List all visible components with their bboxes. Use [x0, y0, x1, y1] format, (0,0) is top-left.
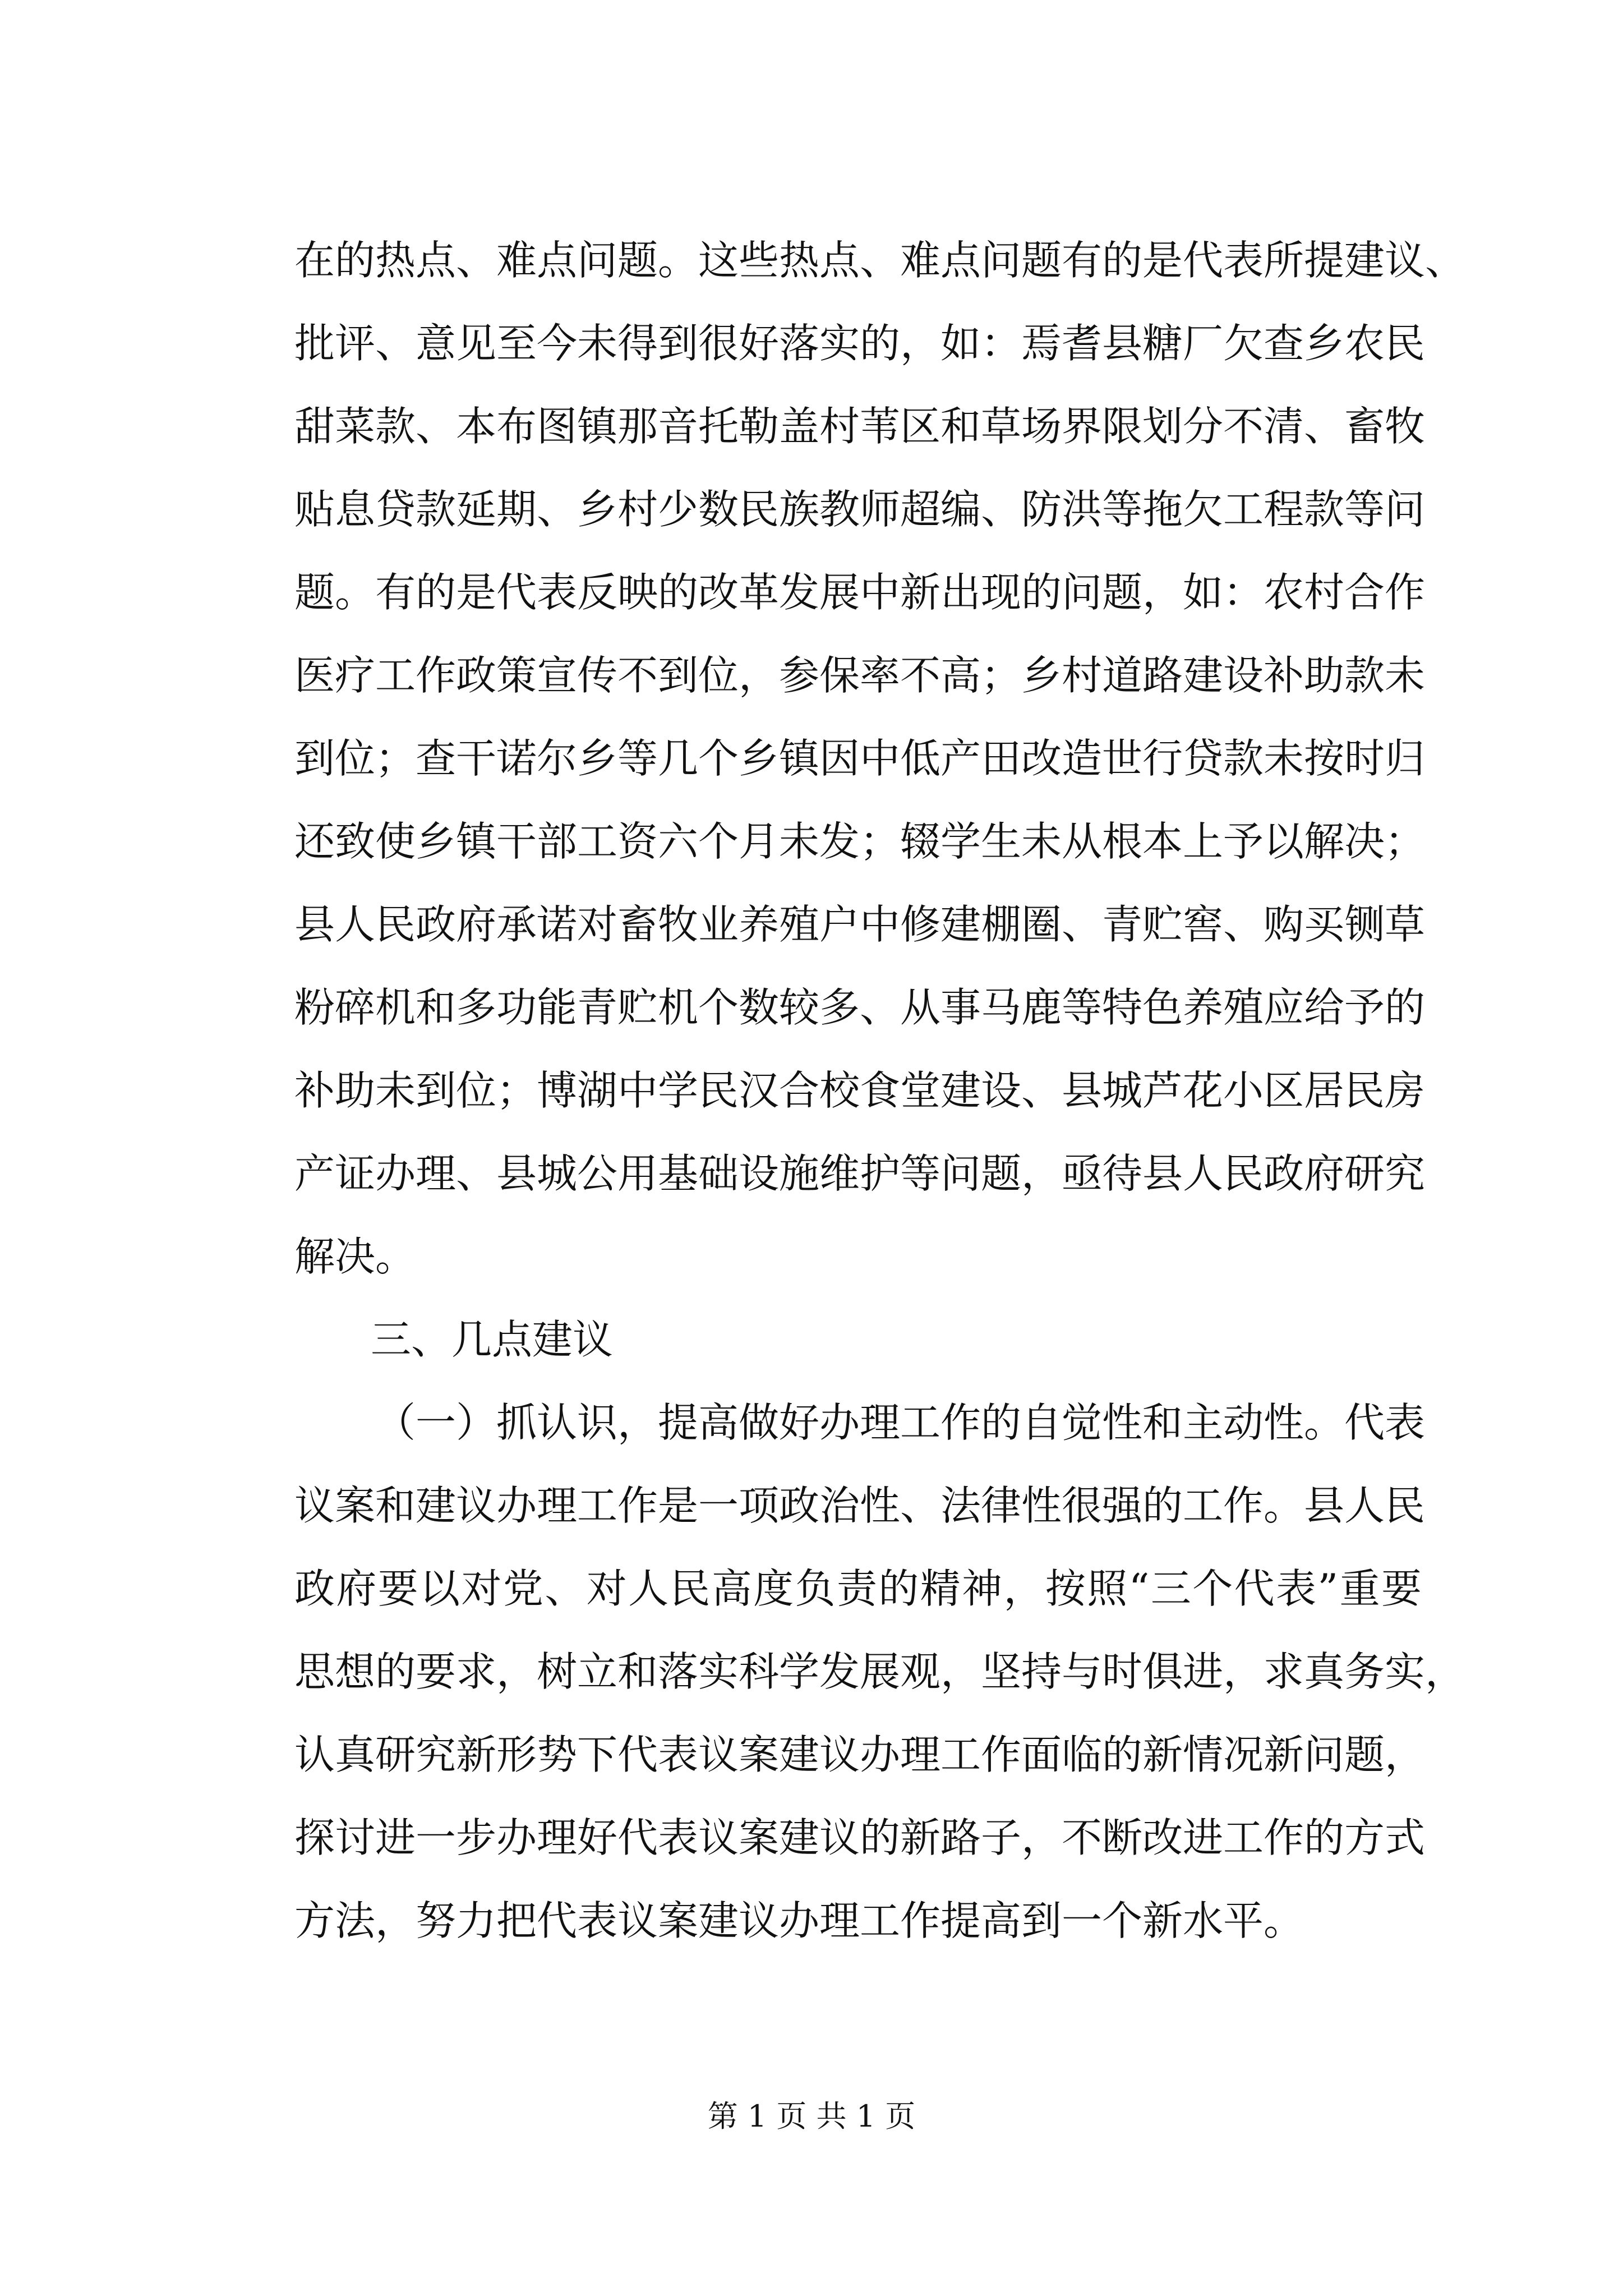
paragraph-line: 批评、意见至今未得到很好落实的，如：焉耆县糖厂欠查乡农民	[294, 320, 1426, 367]
paragraph-line: 思想的要求，树立和落实科学发展观，坚持与时俱进，求真务实，	[294, 1648, 1466, 1695]
paragraph-line: 在的热点、难点问题。这些热点、难点问题有的是代表所提建议、	[294, 237, 1466, 284]
paragraph-line: 探讨进一步办理好代表议案建议的新路子，不断改进工作的方式	[294, 1814, 1426, 1861]
paragraph-line: 题。有的是代表反映的改革发展中新出现的问题，如：农村合作	[294, 569, 1426, 616]
paragraph-line: （一）抓认识，提高做好办理工作的自觉性和主动性。代表	[375, 1399, 1426, 1446]
document-body	[294, 219, 1466, 1962]
section-heading: 三、几点建议	[371, 1316, 614, 1363]
paragraph-line: 议案和建议办理工作是一项政治性、法律性很强的工作。县人民	[294, 1482, 1426, 1529]
paragraph-line: 产证办理、县城公用基础设施维护等问题，亟待县人民政府研究	[294, 1150, 1426, 1197]
paragraph-line: 方法，努力把代表议案建议办理工作提高到一个新水平。	[294, 1897, 1304, 1944]
paragraph-line: 贴息贷款延期、乡村少数民族教师超编、防洪等拖欠工程款等问	[294, 486, 1426, 533]
paragraph-line: 粉碎机和多功能青贮机个数较多、从事马鹿等特色养殖应给予的	[294, 984, 1426, 1031]
paragraph-line: 还致使乡镇干部工资六个月未发；辍学生未从根本上予以解决；	[294, 818, 1426, 865]
paragraph-line: 医疗工作政策宣传不到位，参保率不高；乡村道路建设补助款未	[294, 652, 1426, 699]
paragraph-line: 解决。	[294, 1233, 416, 1280]
paragraph-line: 甜菜款、本布图镇那音托勒盖村苇区和草场界限划分不清、畜牧	[294, 403, 1426, 450]
paragraph-line: 政府要以对党、对人民高度负责的精神，按照“三个代表”重要	[294, 1565, 1422, 1612]
paragraph-line: 到位；查干诺尔乡等几个乡镇因中低产田改造世行贷款未按时归	[294, 735, 1426, 782]
paragraph-line: 县人民政府承诺对畜牧业养殖户中修建棚圈、青贮窖、购买铡草	[294, 901, 1426, 948]
page-number-footer: 第 1 页 共 1 页	[707, 2099, 916, 2134]
paragraph-line: 补助未到位；博湖中学民汉合校食堂建设、县城芦花小区居民房	[294, 1067, 1426, 1114]
paragraph-line: 认真研究新形势下代表议案建议办理工作面临的新情况新问题，	[294, 1731, 1426, 1778]
